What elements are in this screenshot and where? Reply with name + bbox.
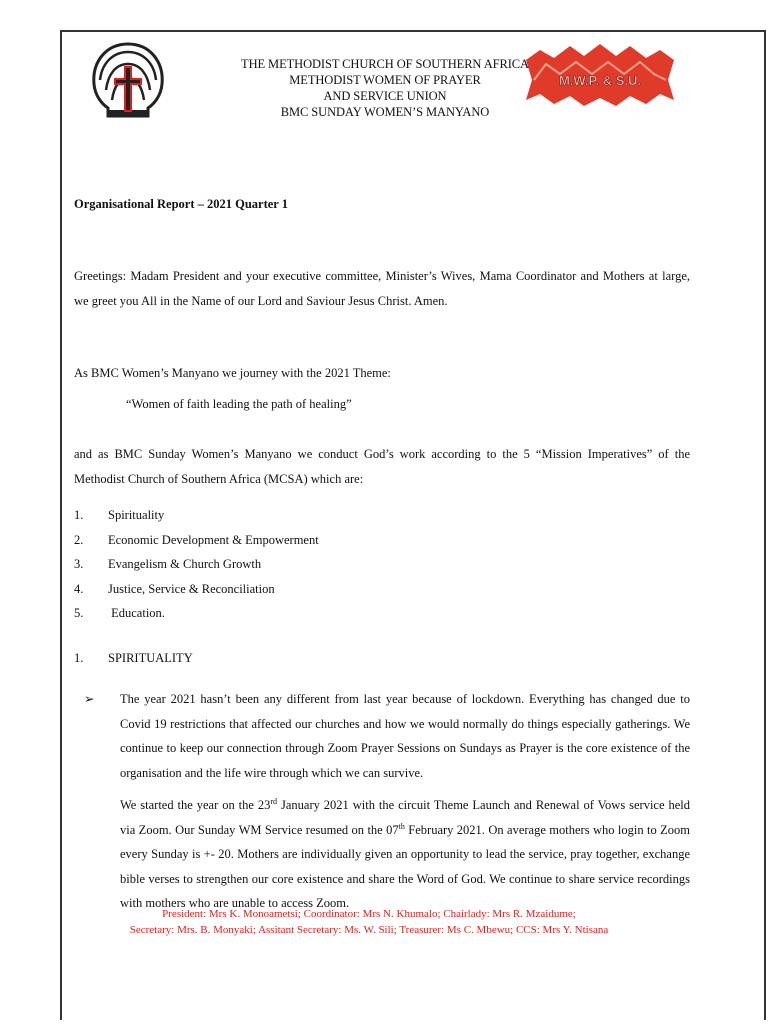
letterhead	[220, 56, 550, 120]
header-line-union: AND SERVICE UNION	[323, 89, 447, 103]
spirituality-service-paragraph: We started the year on the 23rd January 2021 with the circuit Theme Launch and Renewal of Vows service held via Zoom. Our Sunday WM Service resumed on the 07th February 2021. On average mothers who login to Zoom every Sunday is +- 20. Mothers are individually given an opportunity to lead the service, pray together, exchange bible verses to strengthen our core existence and share the Word of God. We continue to share service recordings with mothers who are unable to access Zoom.	[120, 796, 690, 910]
imperatives-intro: and as BMC Sunday Women’s Manyano we conduct God’s work according to the 5 “Mission Imperatives” of the Methodist Church of Southern Africa (MCSA) which are:	[74, 447, 690, 486]
list-item: 3. Evangelism & Church Growth	[74, 557, 262, 571]
theme-intro: As BMC Women’s Manyano we journey with the 2021 Theme:	[74, 366, 391, 380]
footer-line-2: Secretary: Mrs. B. Monyaki; Assitant Secretary: Ms. W. Sili; Treasurer: Ms C. Mbewu; CCS: Mrs Y. Ntisana	[129, 924, 609, 936]
header-line-manyano: BMC SUNDAY WOMEN’S MANYANO	[280, 105, 490, 119]
section-heading-spirituality: 1. SPIRITUALITY	[74, 651, 193, 665]
list-item: 1. Spirituality	[74, 508, 165, 522]
header-line-women: METHODIST WOMEN OF PRAYER	[289, 73, 481, 87]
footer-officials	[64, 906, 674, 938]
spirituality-bullet-paragraph: The year 2021 hasn’t been any different from last year because of lockdown. Everything has changed due to Covid 19 restrictions that affected our churches and how we would normally do things especially gatherings. We continue to keep our connection through Zoom Prayer Sessions on Sundays as Prayer is the core existence of the organisation and the life wire through which we can survive.	[120, 692, 690, 780]
report-title: Organisational Report – 2021 Quarter 1	[74, 197, 288, 211]
list-item: 5. Education.	[74, 606, 165, 620]
methodist-logo	[86, 40, 170, 124]
footer-line-1: President: Mrs K. Monoametsi; Coordinator: Mrs N. Khumalo; Chairlady: Mrs R. Mzaidume;	[162, 908, 576, 920]
theme-quote: “Women of faith leading the path of healing”	[126, 397, 352, 411]
arrow-bullet-icon: ➢	[84, 692, 95, 706]
header-line-church: THE METHODIST CHURCH OF SOUTHERN AFRICA	[241, 57, 529, 71]
badge-text: M.W.P. & S.U.	[558, 73, 642, 88]
greeting-paragraph: Greetings: Madam President and your executive committee, Minister’s Wives, Mama Coordinator and Mothers at large, we greet you All in the Name of our Lord and Saviour Jesus Christ. Amen.	[74, 269, 690, 308]
list-item: 2. Economic Development & Empowerment	[74, 532, 319, 547]
list-item: 4. Justice, Service & Reconciliation	[74, 581, 275, 596]
mission-imperatives-list	[74, 503, 319, 626]
